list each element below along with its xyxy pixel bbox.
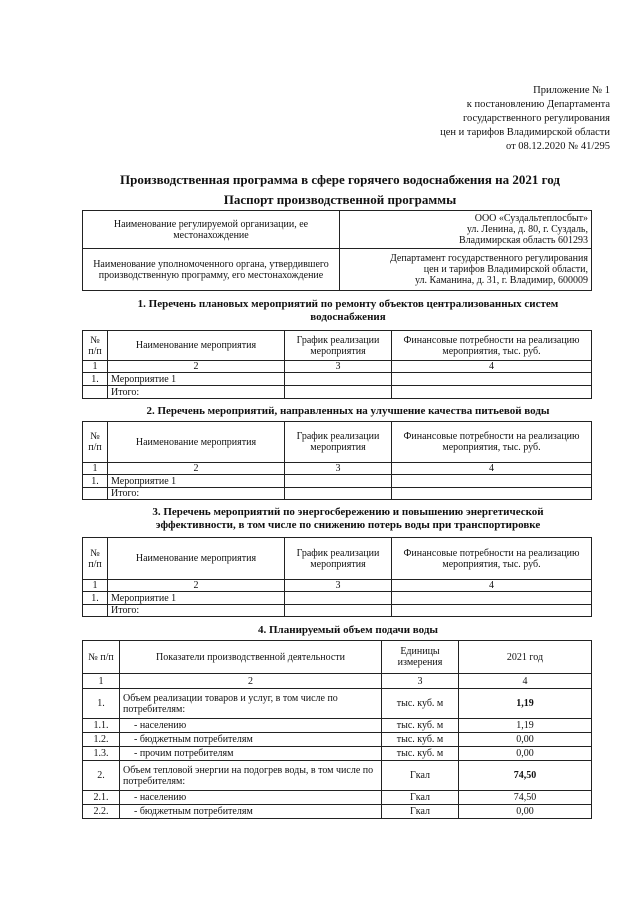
row-finance [392,605,592,617]
row-num: 2.2. [83,805,120,819]
col-header-num: № п/п [83,538,108,580]
row-indicator: Объем реализации товаров и услуг, в том числе по потребителям: [120,689,382,719]
row-name: Мероприятие 1 [108,475,285,488]
col-number: 3 [285,361,392,373]
section-heading-line: 1. Перечень плановых мероприятий по ремонту объектов централизованных систем [137,298,559,310]
col-header-finance: Финансовые потребности на реализацию мероприятия, тыс. руб. [392,422,592,463]
section-2-heading: 2. Перечень мероприятий, направленных на улучшение качества питьевой воды [146,405,550,417]
row-value: 1,19 [459,719,592,733]
appendix-line: от 08.12.2020 № 41/295 [505,141,610,152]
row-name: Мероприятие 1 [108,373,285,386]
appendix-line: цен и тарифов Владимирской области [440,127,610,138]
row-schedule [285,488,392,500]
appendix-line: Приложение № 1 [533,85,610,96]
passport-value-line: ул. Ленина, д. 80, г. Суздаль, [466,224,588,235]
col-number: 1 [83,463,108,475]
row-schedule [285,475,392,488]
col-header-indicator: Показатели производственной деятельности [120,641,382,674]
col-header-schedule: График реализации мероприятия [285,331,392,361]
row-num: 2.1. [83,791,120,805]
row-schedule [285,605,392,617]
section-4-heading: 4. Планируемый объем подачи воды [258,624,438,636]
col-number: 4 [459,674,592,689]
row-num: 1. [83,475,108,488]
row-finance [392,373,592,386]
appendix-block [360,84,610,154]
section-1-heading [88,298,608,324]
row-finance [392,386,592,399]
col-header-schedule: График реализации мероприятия [285,538,392,580]
row-num [83,386,108,399]
col-header-unit: Единицы измерения [382,641,459,674]
col-header-schedule: График реализации мероприятия [285,422,392,463]
row-unit: Гкал [382,761,459,791]
appendix-line: государственного регулирования [462,113,610,124]
passport-table [82,210,592,291]
row-num: 1.1. [83,719,120,733]
row-value: 0,00 [459,805,592,819]
col-number: 1 [83,361,108,373]
row-schedule [285,386,392,399]
row-indicator: Объем тепловой энергии на подогрев воды, в том числе по потребителям: [120,761,382,791]
col-number: 2 [108,361,285,373]
col-header-num: № п/п [83,422,108,463]
row-value: 74,50 [459,791,592,805]
row-finance [392,488,592,500]
col-number: 4 [392,361,592,373]
row-indicator: - бюджетным потребителям [120,733,382,747]
col-number: 4 [392,463,592,475]
passport-value [340,249,592,291]
col-number: 2 [108,580,285,592]
row-finance [392,592,592,605]
total-label: Итого: [108,386,285,399]
section-3-heading [88,506,608,532]
total-label: Итого: [108,605,285,617]
col-number: 2 [108,463,285,475]
row-num: 1. [83,689,120,719]
col-number: 1 [83,580,108,592]
passport-value-line: ул. Каманина, д. 31, г. Владимир, 600009 [415,275,588,286]
section-heading-line: 3. Перечень мероприятий по энергосбережению и повышению энергетической [152,506,544,518]
col-header-name: Наименование мероприятия [108,331,285,361]
col-number: 3 [285,580,392,592]
col-number: 3 [285,463,392,475]
col-number: 3 [382,674,459,689]
row-unit: тыс. куб. м [382,747,459,761]
col-header-finance: Финансовые потребности на реализацию мероприятия, тыс. руб. [392,331,592,361]
row-finance [392,475,592,488]
passport-value-line: Департамент государственного регулирования [389,253,588,264]
row-unit: тыс. куб. м [382,689,459,719]
row-indicator: - прочим потребителям [120,747,382,761]
col-number: 4 [392,580,592,592]
row-value: 1,19 [459,689,592,719]
row-num [83,488,108,500]
document-subtitle: Паспорт производственной программы [223,192,457,207]
row-indicator: - бюджетным потребителям [120,805,382,819]
row-schedule [285,592,392,605]
col-header-name: Наименование мероприятия [108,538,285,580]
passport-value-line: Владимирская область 601293 [458,235,588,246]
row-value: 0,00 [459,747,592,761]
row-schedule [285,373,392,386]
section-4-table [82,640,592,819]
section-heading-line: эффективности, в том числе по снижению потерь воды при транспортировке [155,519,541,531]
passport-value-line: цен и тарифов Владимирской области, [423,264,588,275]
row-unit: Гкал [382,805,459,819]
col-number: 1 [83,674,120,689]
row-unit: Гкал [382,791,459,805]
total-label: Итого: [108,488,285,500]
row-num: 1.2. [83,733,120,747]
row-num [83,605,108,617]
row-name: Мероприятие 1 [108,592,285,605]
row-num: 1. [83,373,108,386]
row-num: 1. [83,592,108,605]
col-header-num: № п/п [83,331,108,361]
passport-label: Наименование уполномоченного органа, утвердившего производственную программу, его местонахождение [83,249,340,291]
row-value: 0,00 [459,733,592,747]
passport-value [340,211,592,249]
col-header-num: № п/п [83,641,120,674]
col-header-year: 2021 год [459,641,592,674]
section-3-table [82,537,592,617]
section-2-table [82,421,592,500]
row-indicator: - населению [120,791,382,805]
row-num: 2. [83,761,120,791]
passport-label: Наименование регулируемой организации, ее местонахождение [83,211,340,249]
col-header-finance: Финансовые потребности на реализацию мероприятия, тыс. руб. [392,538,592,580]
section-heading-line: водоснабжения [310,311,386,323]
appendix-line: к постановлению Департамента [466,99,610,110]
row-num: 1.3. [83,747,120,761]
passport-value-line: ООО «Суздальтеплосбыт» [474,213,588,224]
row-unit: тыс. куб. м [382,733,459,747]
col-number: 2 [120,674,382,689]
document-title: Производственная программа в сфере горячего водоснабжения на 2021 год [120,172,560,187]
col-header-name: Наименование мероприятия [108,422,285,463]
row-value: 74,50 [459,761,592,791]
row-indicator: - населению [120,719,382,733]
row-unit: тыс. куб. м [382,719,459,733]
section-1-table [82,330,592,399]
